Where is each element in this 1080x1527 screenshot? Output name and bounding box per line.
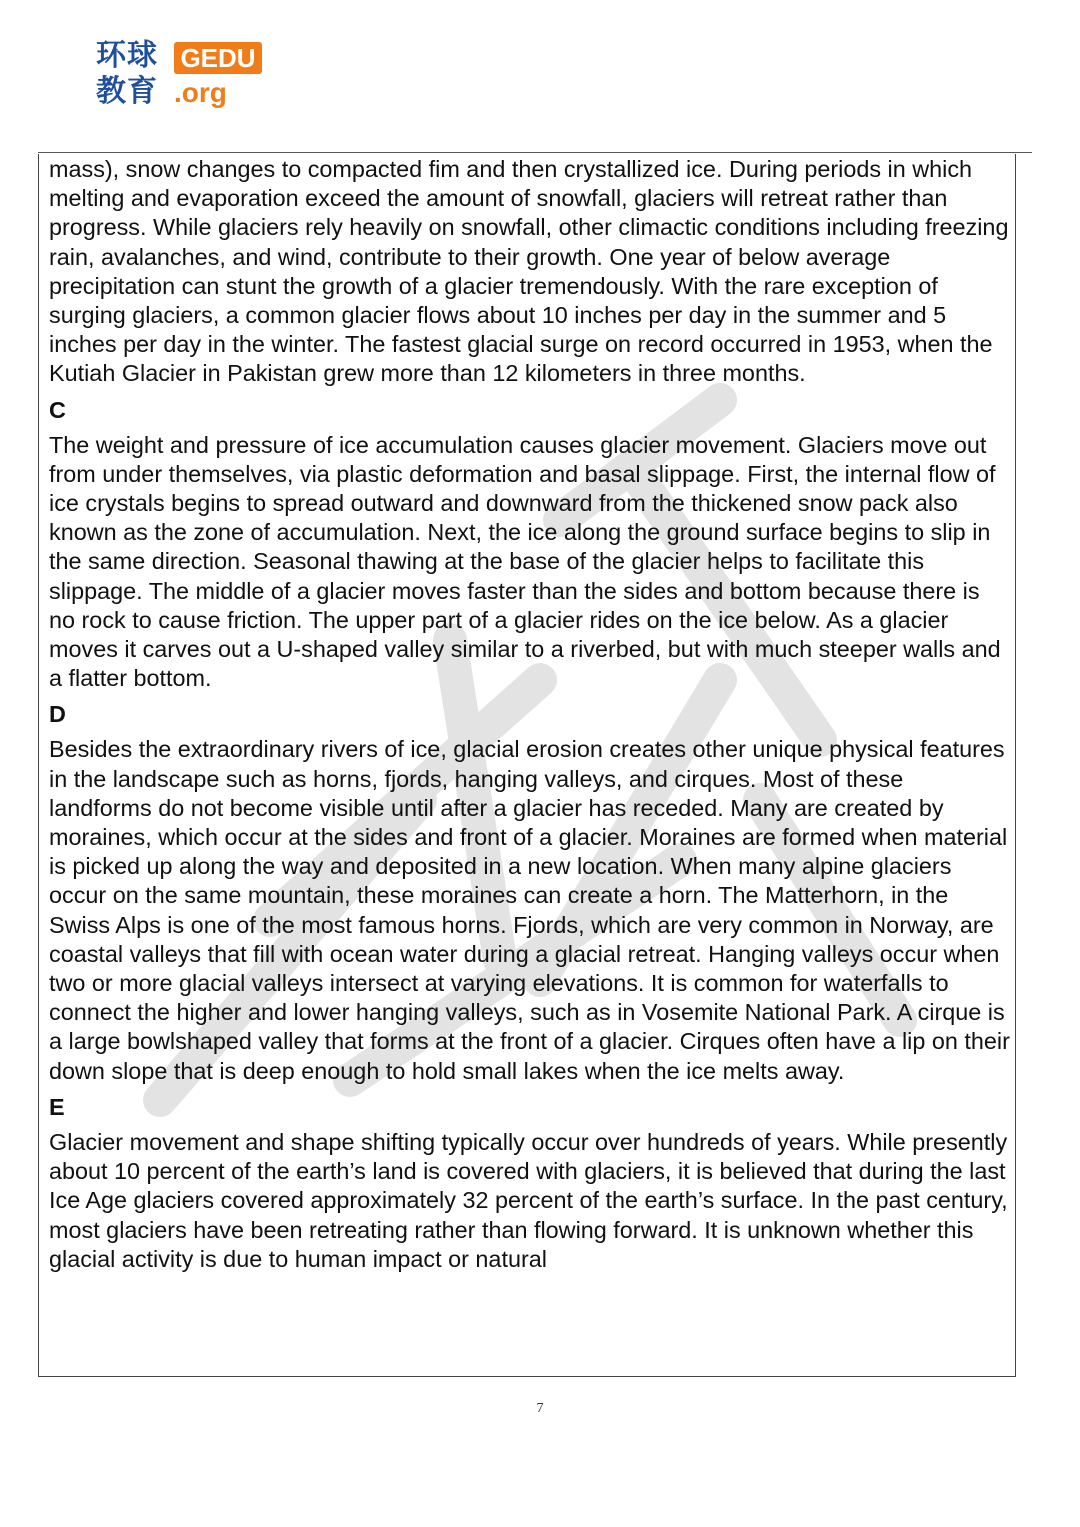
logo-gedu-badge: GEDU xyxy=(174,42,262,74)
section-heading-c: C xyxy=(49,396,66,423)
page-number: 7 xyxy=(536,1401,544,1416)
logo-chinese-line-1: 环球 xyxy=(96,38,158,73)
passage-text xyxy=(49,155,1011,1274)
logo-org-suffix: .org xyxy=(174,77,227,108)
paragraph-b-continuation: mass), snow changes to compacted fim and then crystallized ice. During periods in which melting and evaporation exceed the amount of snowfall, glaciers will retreat rather than progress. While glaciers rely heavily on snowfall, other climactic conditions including freezing rain, avalanches, and wind, contribute to their growth. One year of below average precipitation can stunt the growth of a glacier tremendously. With the rare exception of surging glaciers, a common glacier flows about 10 inches per day in the summer and 5 inches per day in the winter. The fastest glacial surge on record occurred in 1953, when the Kutiah Glacier in Pakistan grew more than 12 kilometers in three months. xyxy=(49,156,1009,387)
paragraph-c: The weight and pressure of ice accumulation causes glacier movement. Glaciers move out from under themselves, via plastic deformation and basal slippage. First, the internal flow of ice crystals begins to spread outward and downward from the thickened snow pack also known as the zone of accumulation. Next, the ice along the ground surface begins to slip in the same direction. Seasonal thawing at the base of the glacier helps to facilitate this slippage. The middle of a glacier moves faster than the sides and bottom because there is no rock to cause friction. The upper part of a glacier rides on the ice below. As a glacier moves it carves out a U-shaped valley similar to a riverbed, but with much steeper walls and a flatter bottom. xyxy=(49,431,1001,692)
paragraph-d: Besides the extraordinary rivers of ice, glacial erosion creates other unique physical features in the landscape such as horns, fjords, hanging valleys, and cirques. Most of these landforms do not become visible until after a glacier has receded. Many are created by moraines, which occur at the sides and front of a glacier. Moraines are formed when material is picked up along the way and deposited in a new location. When many alpine glaciers occur on the same mountain, these moraines can create a horn. The Matterhorn, in the Swiss Alps is one of the most famous horns. Fjords, which are very common in Norway, are coastal valleys that fill with ocean water during a glacial retreat. Hanging valleys occur when two or more glacial valleys intersect at varying elevations. It is common for waterfalls to connect the higher and lower hanging valleys, such as in Vosemite National Park. A cirque is a large bowlshaped valley that forms at the front of a glacier. Cirques often have a lip on their down slope that is deep enough to hold small lakes when the ice melts away. xyxy=(49,736,1010,1084)
top-rule xyxy=(38,152,1032,153)
paragraph-e: Glacier movement and shape shifting typically occur over hundreds of years. While presently about 10 percent of the earth’s land is covered with glaciers, it is believed that during the last Ice Age glaciers covered approximately 32 percent of the earth’s surface. In the past century, most glaciers have been retreating rather than flowing forward. It is unknown whether this glacial activity is due to human impact or natural xyxy=(49,1128,1008,1272)
section-heading-d: D xyxy=(49,701,66,728)
logo-chinese-line-2: 教育 xyxy=(96,74,158,109)
gedu-logo xyxy=(96,40,268,112)
section-heading-e: E xyxy=(49,1093,65,1120)
